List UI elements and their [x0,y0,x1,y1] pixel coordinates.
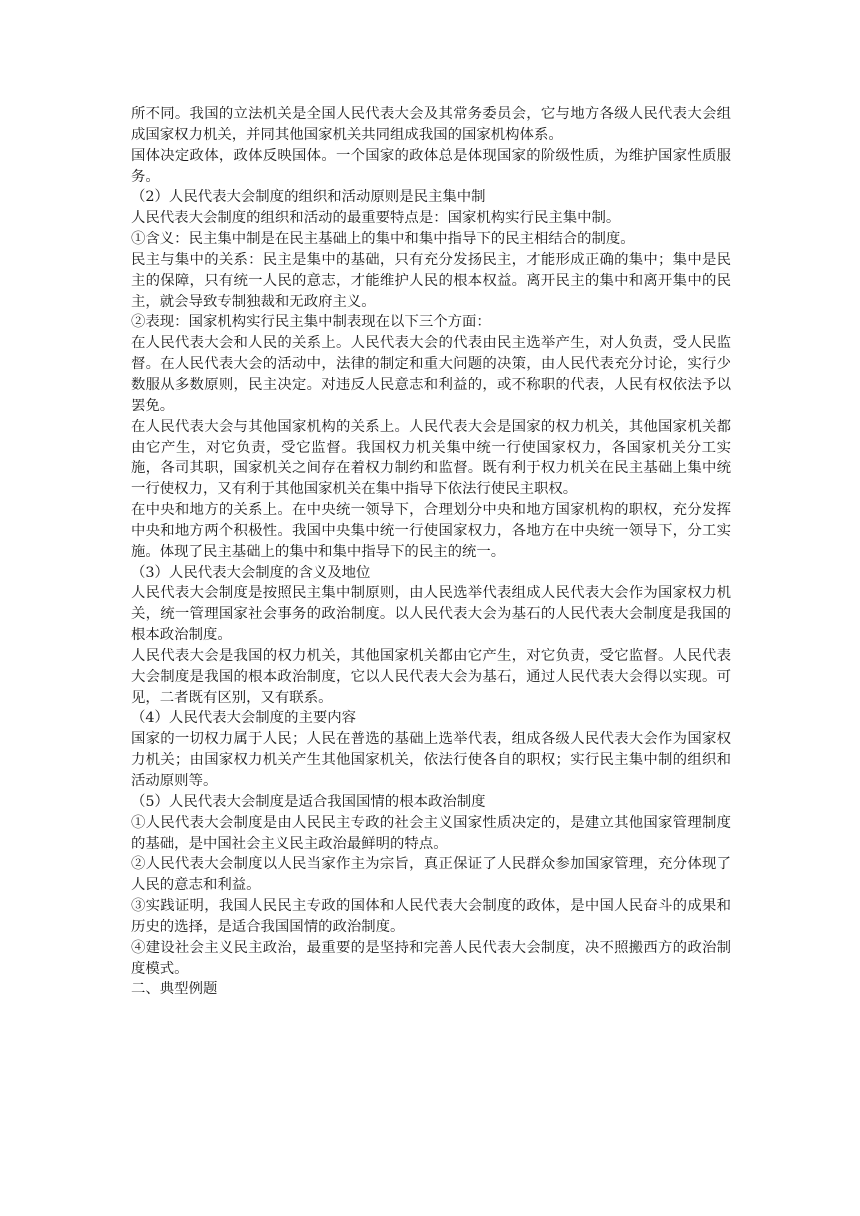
heading-section-5: （5）人民代表大会制度是适合我国国情的根本政治制度 [131,793,486,810]
paragraph-system-definition: 人民代表大会制度是按照民主集中制原则，由人民选举代表组成人民代表大会作为国家权力机关，统一管理国家社会事务的政治制度。以人民代表大会为基石的人民代表大会制度是我国的根本政治制度。 [131,585,731,644]
paragraph-congress-people: 在人民代表大会和人民的关系上。人民代表大会的代表由民主选举产生，对人负责，受人民监督。在人民代表大会的活动中，法律的制定和重大问题的决策，由人民代表充分讨论，实行少数服从多数原则，民主决定。对违反人民意志和利益的，或不称职的代表，人民有权依法予以罢免。 [131,335,731,414]
heading-section-4: （4）人民代表大会制度的主要内容 [131,710,357,727]
heading-section-3: （3）人民代表大会制度的含义及地位 [131,564,371,581]
paragraph-point-4: ④建设社会主义民主政治，最重要的是坚持和完善人民代表大会制度，决不照搬西方的政治制度模式。 [131,939,731,977]
paragraph-central-local: 在中央和地方的关系上。在中央统一领导下，合理划分中央和地方国家机构的职权，充分发挥中央和地方两个积极性。我国中央集中统一行使国家权力，各地方在中央统一领导下，分工实施。体现了民主基础上的集中和集中指导下的民主的统一。 [131,502,731,560]
paragraph-system-relation: 人民代表大会是我国的权力机关，其他国家机关都由它产生，对它负责，受它监督。人民代表大会制度是我国的根本政治制度，它以人民代表大会为基石，通过人民代表大会得以实现。可见，二者既有区别，又有联系。 [131,647,731,706]
paragraph-meaning: ①含义：民主集中制是在民主基础上的集中和集中指导下的民主相结合的制度。 [131,231,635,248]
paragraph-point-2: ②人民代表大会制度以人民当家作主为宗旨，真正保证了人民群众参加国家管理，充分体现了人民的意志和利益。 [131,856,731,894]
paragraph-state-system: 国体决定政体，政体反映国体。一个国家的政体总是体现国家的阶级性质，为维护国家性质服务。 [131,147,731,185]
paragraph-key-feature: 人民代表大会制度的组织和活动的最重要特点是：国家机构实行民主集中制。 [131,210,621,227]
document-page [131,104,731,1000]
heading-examples: 二、典型例题 [131,981,218,998]
heading-section-2: （2）人民代表大会制度的组织和活动原则是民主集中制 [131,189,486,206]
paragraph-congress-organs: 在人民代表大会与其他国家机构的关系上。人民代表大会是国家的权力机关，其他国家机关都由它产生，对它负责，受它监督。我国权力机关集中统一行使国家权力，各国家机关分工实施，各司其职，国家机关之间存在着权力制约和监督。既有利于权力机关在民主基础上集中统一行使权力，又有利于其他国家机关在集中指导下依法行使民主职权。 [131,418,731,498]
paragraph-legislature: 所不同。我国的立法机关是全国人民代表大会及其常务委员会，它与地方各级人民代表大会组成国家权力机关，并同其他国家机关共同组成我国的国家机构体系。 [131,106,731,143]
paragraph-manifestation: ②表现：国家机构实行民主集中制表现在以下三个方面： [131,314,491,331]
paragraph-democracy-centralism: 民主与集中的关系：民主是集中的基础，只有充分发扬民主，才能形成正确的集中；集中是民主的保障，只有统一人民的意志，才能维护人民的根本权益。离开民主的集中和离开集中的民主，就会导致专制独裁和无政府主义。 [131,251,731,310]
paragraph-point-1: ①人民代表大会制度是由人民民主专政的社会主义国家性质决定的，是建立其他国家管理制度的基础，是中国社会主义民主政治最鲜明的特点。 [131,814,731,852]
paragraph-main-content: 国家的一切权力属于人民；人民在普选的基础上选举代表，组成各级人民代表大会作为国家权力机关；由国家权力机关产生其他国家机关，依法行使各自的职权；实行民主集中制的组织和活动原则等。 [131,731,731,789]
paragraph-point-3: ③实践证明，我国人民民主专政的国体和人民代表大会制度的政体，是中国人民奋斗的成果和历史的选择，是适合我国国情的政治制度。 [131,898,731,935]
